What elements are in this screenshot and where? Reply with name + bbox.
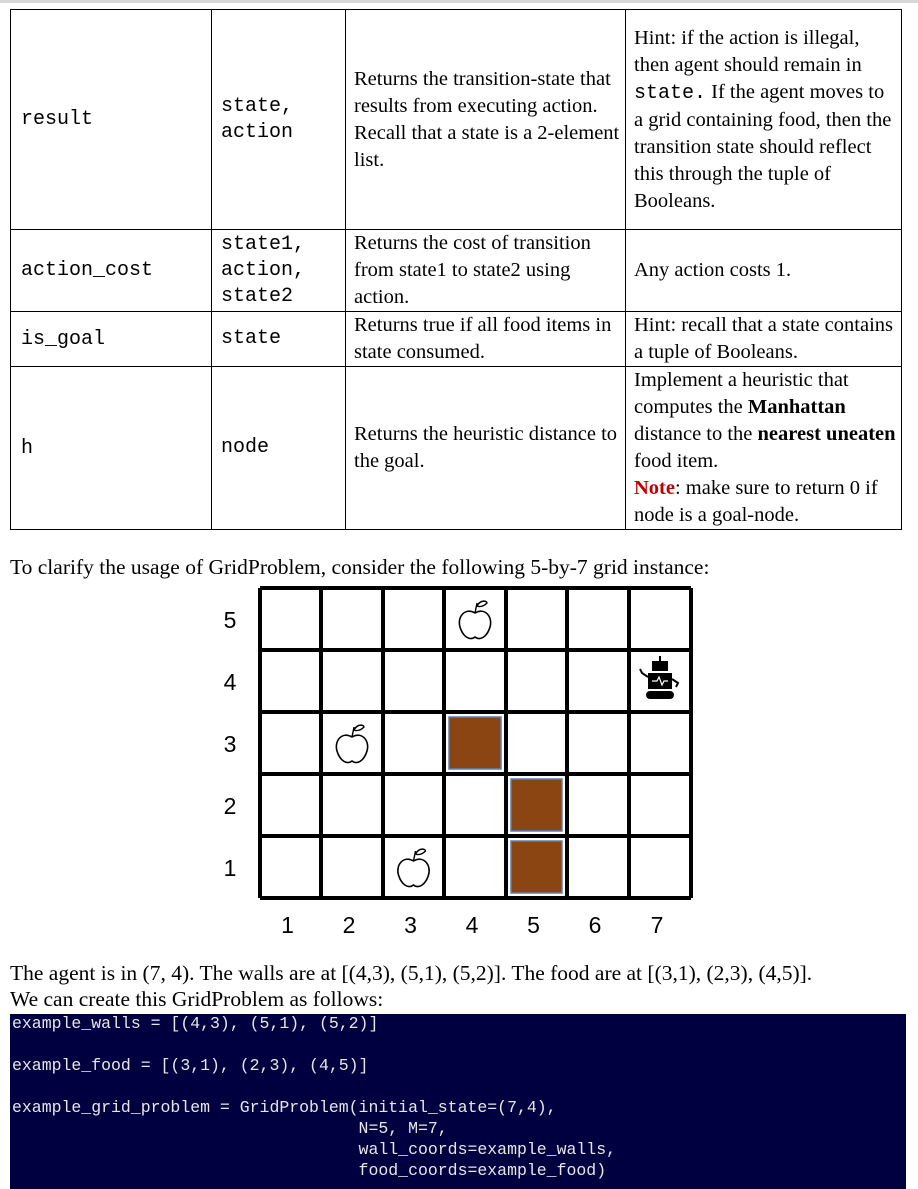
- wall-cell: [511, 779, 562, 831]
- code-line: example_food = [(3,1), (2,3), (4,5)]: [12, 1056, 369, 1075]
- table-row-result: [11, 10, 902, 230]
- function-name: result: [11, 10, 212, 230]
- function-hint: [626, 10, 902, 230]
- apple-icon: [336, 735, 367, 762]
- code-line: N=5, M=7,: [12, 1119, 448, 1138]
- hint-text: Implement a heuristic that computes the: [634, 369, 849, 418]
- function-name: is_goal: [11, 312, 212, 367]
- col-label: 1: [281, 912, 294, 938]
- grid-figure: [0, 580, 918, 950]
- function-hint: [626, 367, 902, 530]
- description-line-1: The agent is in (7, 4). The walls are at [(4,3), (5,1), (5,2)]. The food are at [(3,1), (2,3), (4,5)].: [10, 961, 813, 985]
- col-label: 6: [588, 912, 602, 938]
- function-description: Returns the heuristic distance to the goal.: [346, 367, 626, 530]
- function-name: h: [11, 367, 212, 530]
- intro-text: To clarify the usage of GridProblem, consider the following 5-by-7 grid instance:: [10, 555, 710, 579]
- param: state2: [221, 284, 294, 308]
- row-label: 3: [223, 731, 237, 757]
- code-line: food_coords=example_food): [12, 1161, 607, 1180]
- row-label: 5: [223, 607, 237, 633]
- wall-cell: [511, 841, 562, 893]
- function-hint: Hint: recall that a state contains a tuple of Booleans.: [626, 312, 902, 367]
- function-params: [212, 10, 346, 230]
- hint-bold: Manhattan: [747, 396, 846, 418]
- robot-arm-icon: [640, 669, 648, 677]
- hint-text: If the agent moves to a grid containing food, then the transition state should reflect this through the tuple of Booleans.: [634, 80, 892, 212]
- function-description: Returns true if all food items in state consumed.: [346, 312, 626, 367]
- row-label: 2: [223, 793, 237, 819]
- param: state,: [221, 94, 294, 118]
- apple-icon: [459, 611, 490, 638]
- param: state1,: [221, 232, 306, 256]
- code-line: example_grid_problem = GridProblem(initial_state=(7,4),: [12, 1098, 557, 1117]
- function-params: [212, 367, 346, 530]
- hint-text: : make sure to return 0 if node is a goal-node.: [634, 477, 878, 526]
- hint-text: Hint: if the action is illegal, then agent should remain in: [634, 26, 862, 76]
- grid-svg: [0, 580, 918, 950]
- wall-cell: [449, 717, 501, 769]
- param: state: [221, 327, 282, 350]
- table-row-h: [11, 367, 902, 530]
- code-line: example_walls = [(4,3), (5,1), (5,2)]: [12, 1014, 379, 1033]
- api-table: [10, 9, 902, 530]
- hint-text: food item.: [634, 450, 719, 472]
- top-divider: [0, 0, 918, 3]
- table-row-is-goal: [11, 312, 902, 367]
- robot-head-icon: [652, 661, 668, 671]
- hint-bold: nearest uneaten: [757, 423, 896, 445]
- col-label: 2: [342, 912, 356, 938]
- col-label: 7: [650, 912, 664, 938]
- note-label: Note: [634, 477, 675, 499]
- col-label: 5: [527, 912, 540, 938]
- function-name: action_cost: [11, 230, 212, 312]
- col-label: 4: [465, 912, 479, 938]
- row-label: 1: [223, 855, 237, 881]
- function-params: [212, 312, 346, 367]
- function-description: Returns the cost of transition from state1 to state2 using action.: [346, 230, 626, 312]
- param: action,: [221, 258, 306, 282]
- row-label: 4: [223, 669, 237, 695]
- hint-code: state.: [634, 81, 707, 105]
- function-hint: Any action costs 1.: [626, 230, 902, 312]
- apple-icon: [398, 859, 429, 886]
- param: action: [221, 120, 294, 144]
- code-block: [10, 1014, 906, 1189]
- table-row-action-cost: [11, 230, 902, 312]
- code-line: wall_coords=example_walls,: [12, 1140, 616, 1159]
- param: node: [221, 436, 270, 459]
- function-description: Returns the transition-state that results from executing action. Recall that a state is a 2-element list.: [346, 10, 626, 230]
- col-label: 3: [404, 912, 417, 938]
- robot-arm-icon: [672, 679, 678, 687]
- robot-tread-icon: [646, 691, 674, 699]
- description-line-2: We can create this GridProblem as follows:: [10, 987, 384, 1011]
- hint-text: distance to the: [634, 423, 753, 445]
- function-params: [212, 230, 346, 312]
